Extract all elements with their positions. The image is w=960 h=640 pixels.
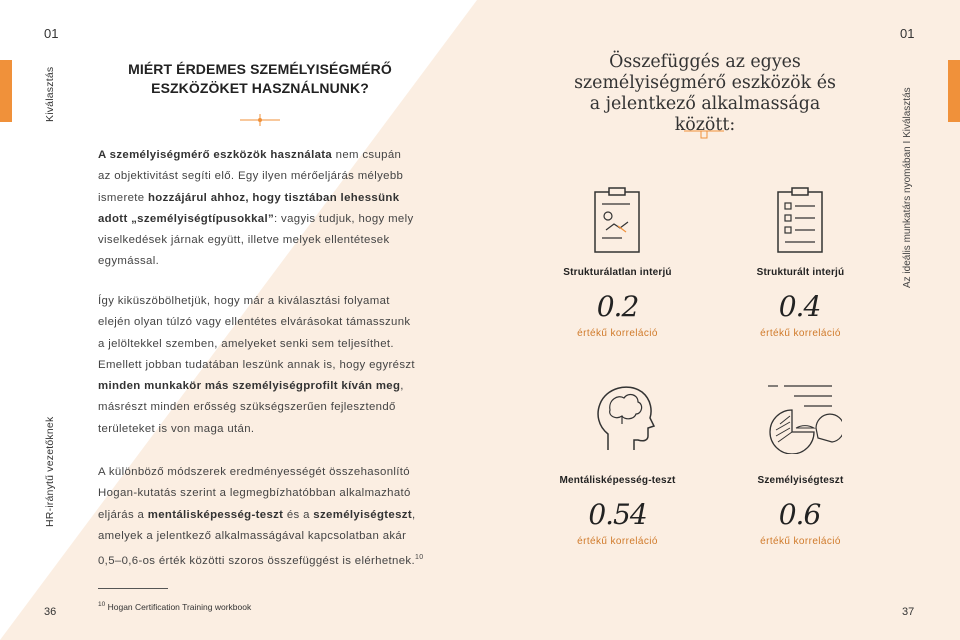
- right-accent-tab: [948, 60, 960, 122]
- footnote-marker: 10: [98, 601, 106, 608]
- text-line: [98, 483, 428, 504]
- third-paragraph: [98, 462, 428, 572]
- caption-personality-test: Személyiségteszt: [757, 475, 844, 486]
- right-title: Összefüggés az egyes személyiségmérő eszközök és a jelentkező alkalmassága között:: [574, 52, 836, 135]
- left-title: MIÉRT ÉRDEMES SZEMÉLYISÉGMÉRŐ ESZKÖZÖKET HASZNÁLNUNK?: [128, 61, 392, 96]
- text-line: [98, 397, 428, 418]
- text-line: [98, 145, 428, 166]
- text-line: [98, 547, 428, 572]
- left-accent-tab: [0, 60, 12, 122]
- footnote-rule: [98, 588, 168, 589]
- text-run: A különböző módszerek eredményességét összehasonlító: [98, 466, 410, 478]
- right-title-ornament: [684, 127, 724, 141]
- text-run: területeket is von maga után.: [98, 422, 255, 435]
- text-line: [98, 462, 428, 483]
- text-run: : vagyis tudjuk, hogy mely: [274, 212, 414, 225]
- value-personality-test: 0.6: [778, 498, 821, 531]
- footnote-reference: 10: [414, 554, 424, 562]
- right-side-label: Az ideális munkatárs nyomában I Kiválasztás: [902, 87, 913, 288]
- intro-paragraph: [98, 145, 428, 273]
- structured-clipboard-icon: [775, 186, 825, 254]
- sub-personality-test: értékű korreláció: [760, 536, 841, 547]
- left-page-number: 36: [44, 606, 57, 618]
- text-line: [98, 251, 428, 272]
- text-line: [98, 419, 428, 440]
- footnote: [98, 601, 251, 612]
- text-run: ,: [400, 380, 404, 393]
- text-line: [98, 230, 428, 251]
- unstructured-clipboard-icon: [592, 186, 642, 254]
- text-run: és a: [283, 508, 314, 521]
- text-line: [98, 376, 428, 397]
- text-line: [98, 355, 428, 376]
- caption-mental-ability-test: Mentálisképesség-teszt: [559, 475, 676, 486]
- bold-run: hozzájárul ahhoz, hogy tisztában lehessünk: [148, 191, 400, 204]
- value-mental-ability-test: 0.54: [588, 498, 647, 531]
- text-run: eljárás a: [98, 508, 148, 521]
- pie-chart-list-icon: [762, 382, 842, 454]
- sub-structured-interview: értékű korreláció: [760, 328, 841, 339]
- text-line: [98, 188, 428, 209]
- text-line: [98, 166, 428, 187]
- text-run: egymással.: [98, 255, 160, 268]
- text-run: ismerete: [98, 191, 148, 204]
- text-run: Emellett jobban tudatában leszünk annak is, hogy egyrészt: [98, 358, 415, 371]
- text-line: [98, 291, 428, 312]
- value-structured-interview: 0.4: [778, 290, 821, 323]
- footnote-text: Hogan Certification Training workbook: [107, 601, 252, 612]
- text-line: [98, 209, 428, 230]
- right-page-number: 37: [902, 606, 915, 618]
- text-run: a jelöltekkel szemben, amelyeket senki sem teljesíthet.: [98, 337, 394, 350]
- bold-run: adott „személyiségtípusokkal”: [98, 212, 274, 225]
- text-run: amelyek a jelentkező alkalmasságával kapcsolatban akár: [98, 529, 407, 542]
- text-run: Hogan-kutatás szerint a legmegbízhatóbban alkalmazható: [98, 487, 411, 500]
- text-line: [98, 312, 428, 333]
- left-side-label-bottom: HR-iránytű vezetőknek: [44, 416, 56, 527]
- second-paragraph: [98, 291, 428, 440]
- head-brain-icon: [592, 380, 660, 452]
- sub-unstructured-interview: értékű korreláció: [577, 328, 658, 339]
- text-line: [98, 526, 428, 547]
- left-chapter-number: 01: [44, 26, 59, 41]
- text-run: másrészt minden erősség szükségszerűen fejlesztendő: [98, 401, 396, 414]
- bold-run: mentálisképesség-teszt: [147, 508, 284, 521]
- bold-run: A személyiségmérő eszközök használata: [98, 149, 333, 161]
- text-run: az objektivitást segíti elő. Egy ilyen mérőeljárás mélyebb: [98, 170, 404, 183]
- text-run: 0,5–0,6-os érték közötti szoros összefüggést is elérhetnek.: [98, 554, 415, 567]
- text-line: [98, 505, 428, 526]
- sub-mental-ability-test: értékű korreláció: [577, 536, 658, 547]
- text-run: Így kiküszöbölhetjük, hogy már a kiválasztási folyamat: [98, 295, 390, 307]
- bold-run: minden munkakör más személyiségprofilt kíván meg: [98, 380, 401, 393]
- bold-run: személyiségteszt: [313, 508, 412, 521]
- value-unstructured-interview: 0.2: [596, 290, 639, 323]
- text-run: elején olyan túlzó vagy ellentétes elvárásokat támasszunk: [98, 316, 411, 329]
- text-line: [98, 334, 428, 355]
- caption-structured-interview: Strukturált interjú: [756, 267, 845, 278]
- caption-unstructured-interview: Strukturálatlan interjú: [563, 267, 672, 278]
- right-chapter-number: 01: [900, 26, 915, 41]
- left-side-label-top: Kiválasztás: [44, 66, 56, 122]
- title-divider-ornament: [240, 113, 280, 127]
- text-run: ,: [411, 508, 416, 521]
- text-run: nem csupán: [332, 149, 402, 161]
- text-run: viselkedések járnak együtt, illetve melyek ellentétesek: [98, 234, 390, 247]
